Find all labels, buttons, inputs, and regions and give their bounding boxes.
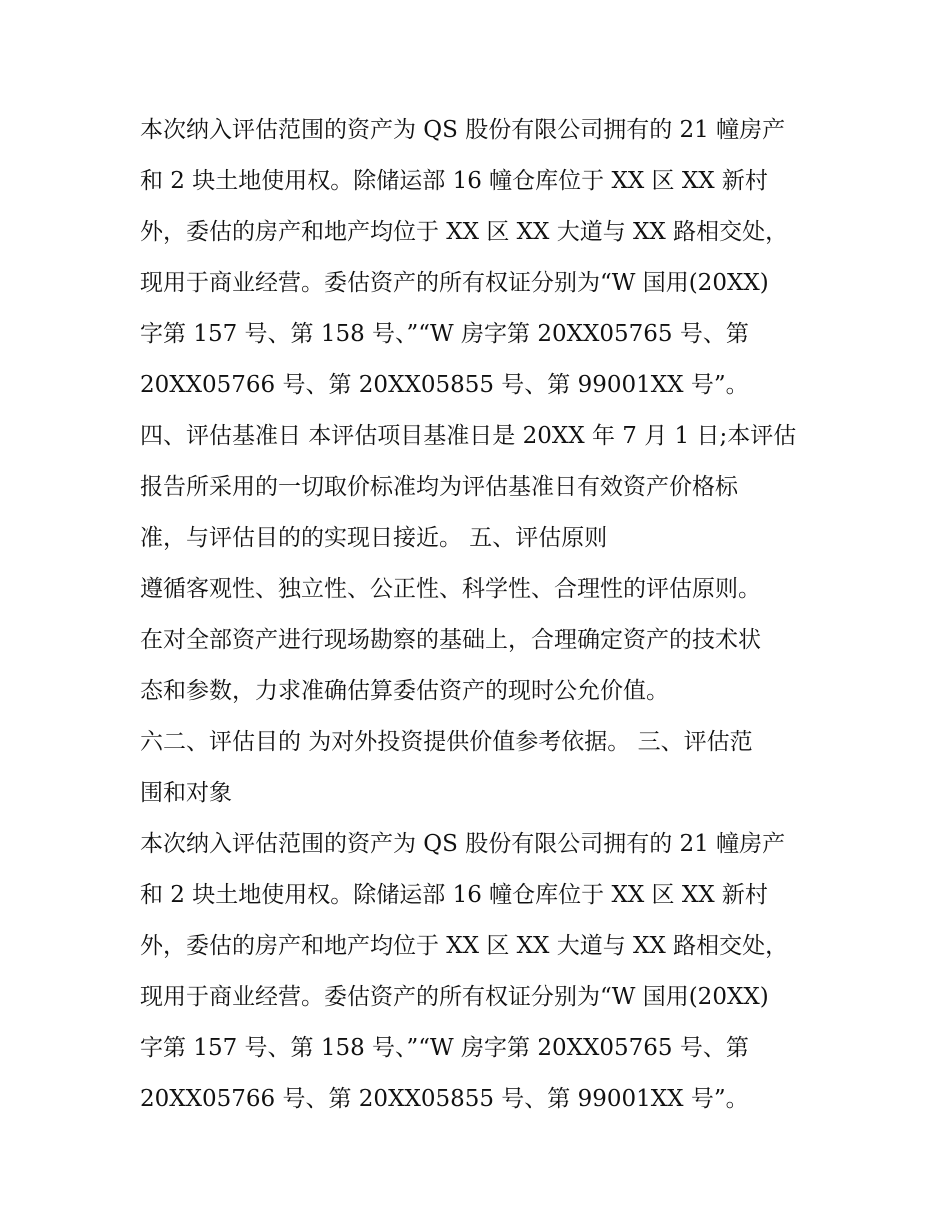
- text-line: 20XX05766 号、第 20XX05855 号、第 99001XX 号”。: [140, 372, 749, 398]
- text-line: 和 2 块土地使用权。除储运部 16 幢仓库位于 XX 区 XX 新村: [140, 882, 768, 908]
- text-line: 围和对象: [140, 780, 232, 806]
- text-line: 态和参数，力求准确估算委估资产的现时公允价值。: [140, 678, 669, 704]
- text-line: 准，与评估目的的实现日接近。 五、评估原则: [140, 525, 608, 551]
- section-heading-line: 六二、评估目的 为对外投资提供价值参考依据。 三、评估范: [140, 729, 753, 755]
- text-line: 本次纳入评估范围的资产为 QS 股份有限公司拥有的 21 幢房产: [140, 831, 786, 857]
- text-line: 和 2 块土地使用权。除储运部 16 幢仓库位于 XX 区 XX 新村: [140, 168, 768, 194]
- text-line: 本次纳入评估范围的资产为 QS 股份有限公司拥有的 21 幢房产: [140, 117, 786, 143]
- text-line: 遵循客观性、独立性、公正性、科学性、合理性的评估原则。: [140, 576, 761, 602]
- text-line: 报告所采用的一切取价标准均为评估基准日有效资产价格标: [140, 474, 738, 500]
- text-line: 20XX05766 号、第 20XX05855 号、第 99001XX 号”。: [140, 1086, 749, 1112]
- text-line: 现用于商业经营。委估资产的所有权证分别为“W 国用(20XX): [140, 984, 769, 1010]
- text-line: 字第 157 号、第 158 号、”“W 房字第 20XX05765 号、第: [140, 1035, 749, 1061]
- text-line: 现用于商业经营。委估资产的所有权证分别为“W 国用(20XX): [140, 270, 769, 296]
- document-body: [140, 105, 830, 1125]
- text-line: 在对全部资产进行现场勘察的基础上，合理确定资产的技术状: [140, 627, 761, 653]
- text-line: 字第 157 号、第 158 号、”“W 房字第 20XX05765 号、第: [140, 321, 749, 347]
- text-line: 外，委估的房产和地产均位于 XX 区 XX 大道与 XX 路相交处，: [140, 219, 789, 245]
- text-line: 外，委估的房产和地产均位于 XX 区 XX 大道与 XX 路相交处，: [140, 933, 789, 959]
- section-heading-line: 四、评估基准日 本评估项目基准日是 20XX 年 7 月 1 日;本评估: [140, 423, 797, 449]
